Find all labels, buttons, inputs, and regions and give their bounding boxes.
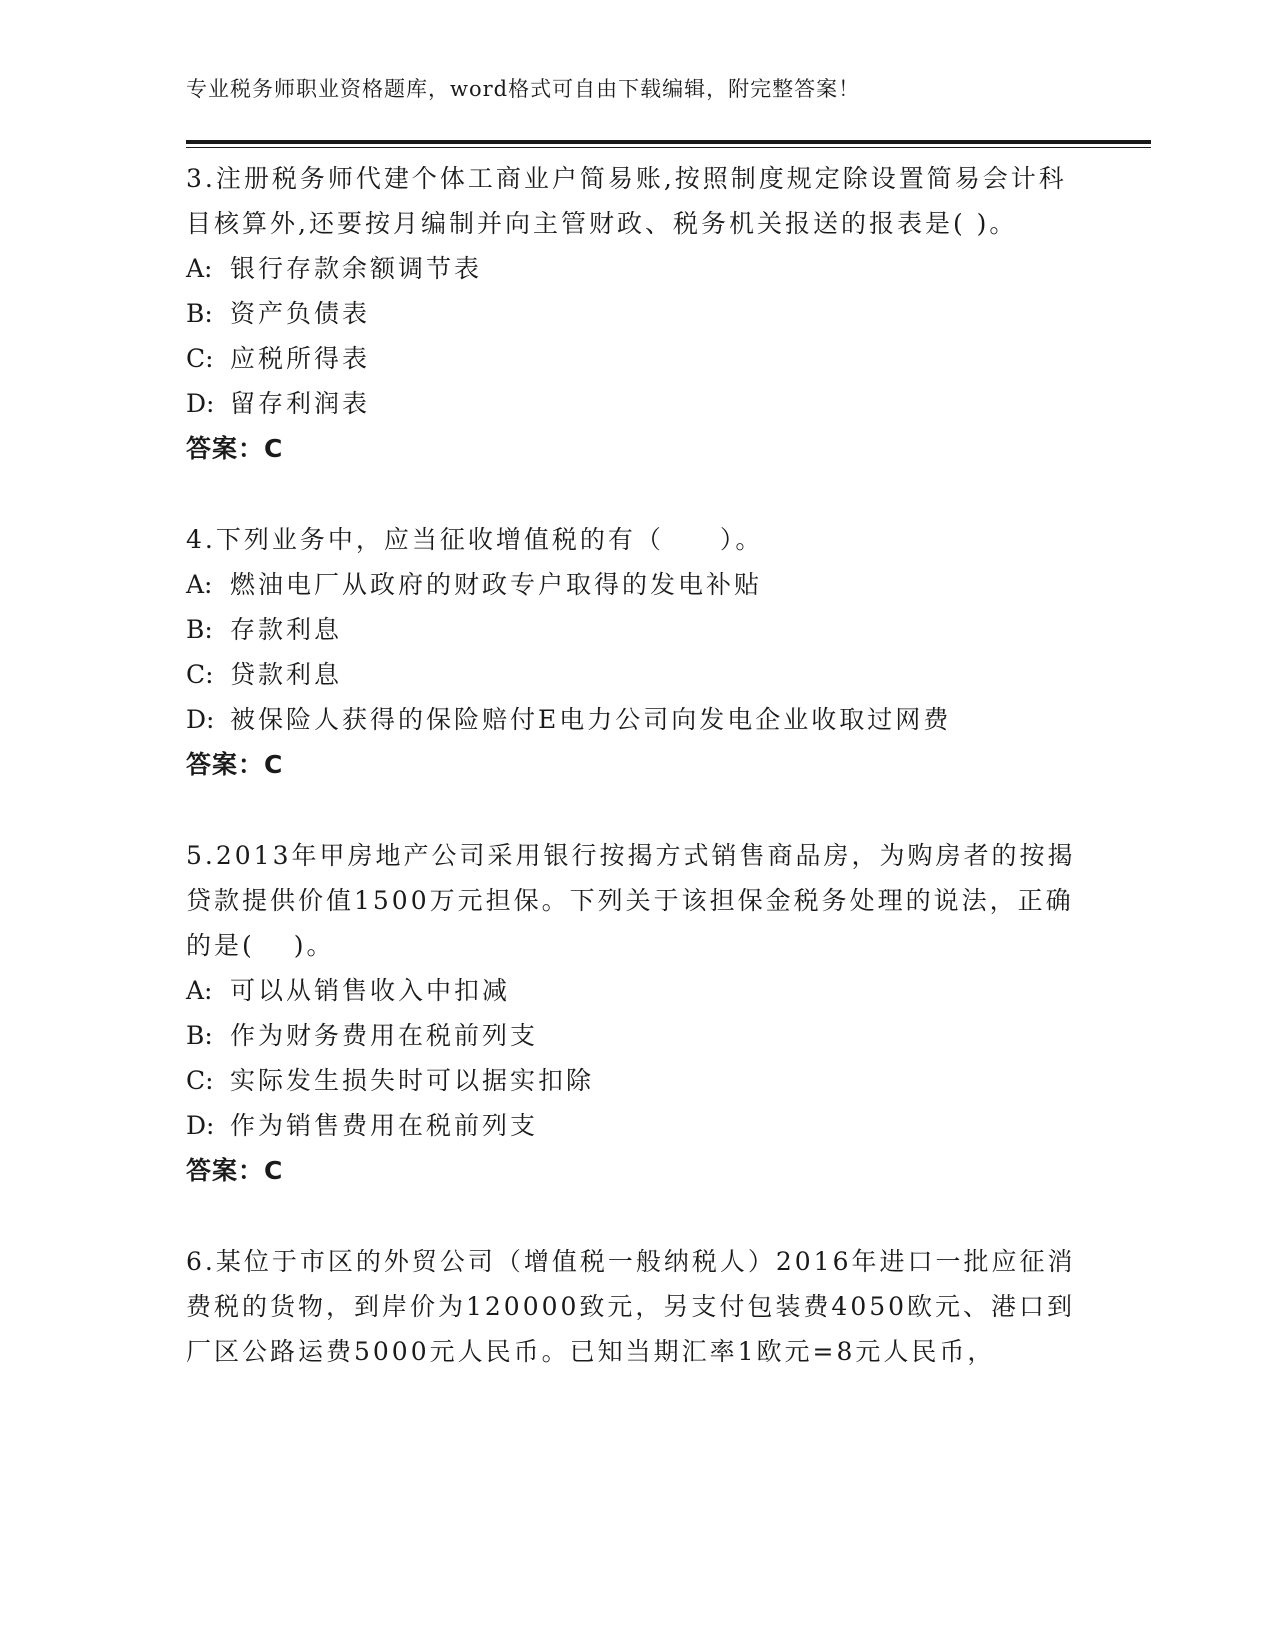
option-text: 被保险人获得的保险赔付E电力公司向发电企业收取过网费 — [230, 705, 952, 734]
option-key: A: — [186, 254, 213, 283]
option-a — [186, 562, 1086, 607]
option-c — [186, 336, 1086, 381]
option-text: 实际发生损失时可以据实扣除 — [230, 1066, 595, 1095]
option-b — [186, 1013, 1086, 1058]
option-b — [186, 607, 1086, 652]
option-c — [186, 1058, 1086, 1103]
option-d — [186, 381, 1086, 426]
answer-line: 答案：C — [186, 1156, 284, 1185]
answer-line: 答案：C — [186, 434, 284, 463]
option-key: D: — [186, 1111, 215, 1140]
option-text: 存款利息 — [230, 615, 343, 644]
option-b — [186, 291, 1086, 336]
option-text: 作为财务费用在税前列支 — [230, 1021, 539, 1050]
option-text: 银行存款余额调节表 — [230, 254, 483, 283]
option-key: B: — [186, 1021, 213, 1050]
option-key: D: — [186, 389, 215, 418]
option-d — [186, 697, 1086, 742]
option-text: 留存利润表 — [230, 389, 371, 418]
option-text: 作为销售费用在税前列支 — [230, 1111, 539, 1140]
option-d — [186, 1103, 1086, 1148]
option-text: 燃油电厂从政府的财政专户取得的发电补贴 — [230, 570, 763, 599]
option-key: B: — [186, 615, 213, 644]
option-key: D: — [186, 705, 215, 734]
question-stem: 6.某位于市区的外贸公司（增值税一般纳税人）2016年进口一批应征消费税的货物，到岸价为120000致元，另支付包装费4050欧元、港口到厂区公路运费5000元人民币。已知当期汇率1欧元=8元人民币， — [186, 1247, 1076, 1366]
option-a — [186, 246, 1086, 291]
option-key: C: — [186, 660, 214, 689]
question-stem: 4.下列业务中，应当征收增值税的有（ ）。 — [186, 525, 764, 554]
option-text: 贷款利息 — [230, 660, 343, 689]
page-header: 专业税务师职业资格题库，word格式可自由下载编辑，附完整答案！ — [186, 77, 861, 101]
question-list — [186, 156, 1086, 1420]
question-3 — [186, 156, 1086, 471]
answer-line: 答案：C — [186, 750, 284, 779]
question-6 — [186, 1239, 1086, 1374]
option-a — [186, 968, 1086, 1013]
option-key: A: — [186, 570, 213, 599]
question-5 — [186, 833, 1086, 1193]
header-rule-thick — [186, 140, 1151, 144]
option-text: 应税所得表 — [230, 344, 371, 373]
option-text: 可以从销售收入中扣减 — [230, 976, 511, 1005]
option-key: B: — [186, 299, 213, 328]
question-stem: 3.注册税务师代建个体工商业户简易账,按照制度规定除设置简易会计科目核算外,还要按月编制并向主管财政、税务机关报送的报表是( )。 — [186, 164, 1067, 238]
option-c — [186, 652, 1086, 697]
header-rule-thin — [186, 147, 1151, 148]
option-key: A: — [186, 976, 213, 1005]
question-stem: 5.2013年甲房地产公司采用银行按揭方式销售商品房，为购房者的按揭贷款提供价值1500万元担保。下列关于该担保金税务处理的说法，正确的是( )。 — [186, 841, 1076, 960]
option-text: 资产负债表 — [230, 299, 371, 328]
option-key: C: — [186, 1066, 214, 1095]
option-key: C: — [186, 344, 214, 373]
question-4 — [186, 517, 1086, 787]
